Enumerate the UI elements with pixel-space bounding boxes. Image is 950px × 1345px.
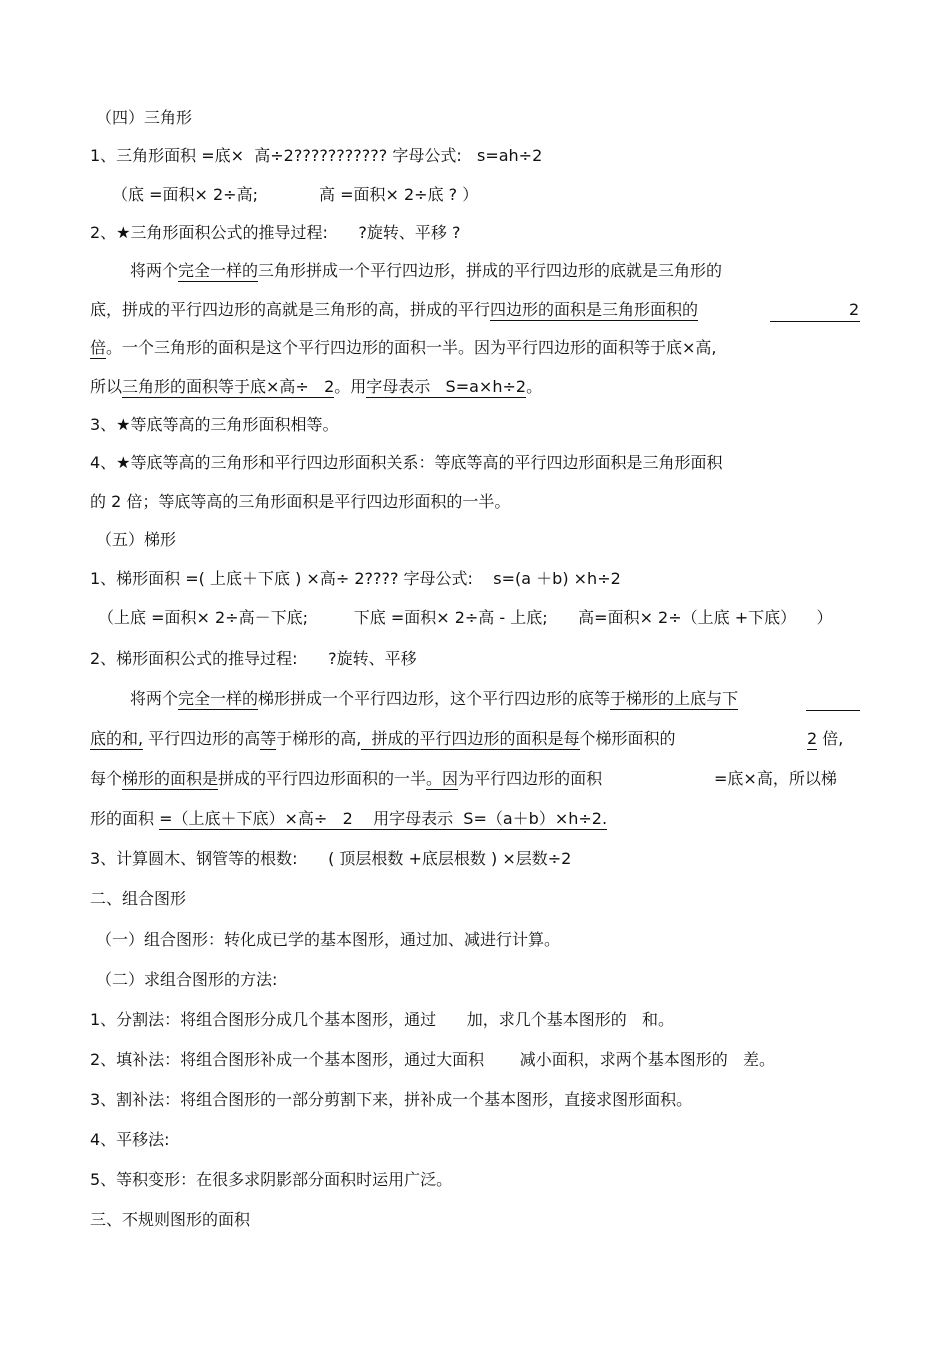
combined-subsection-1: （一）组合图形：转化成已学的基本图形，通过加、减进行计算。 bbox=[96, 930, 561, 949]
trapezoid-derivation-line-1: 将两个完全一样的梯形拼成一个平行四边形，这个平行四边形的底等于梯形的上底与下 bbox=[130, 689, 739, 708]
combined-subsection-2: （二）求组合图形的方法: bbox=[96, 970, 278, 989]
trapezoid-derivation-line-4: 形的面积 =（上底＋下底）×高÷ 2 用字母表示 S=（a＋b）×h÷2. bbox=[90, 809, 608, 828]
triangle-item-4-line-2: 的 2 倍；等底等高的三角形面积是平行四边形面积的一半。 bbox=[90, 492, 511, 511]
underlined-text: 用字母表示 bbox=[373, 809, 464, 828]
underlined-text: 梯形的面积是 bbox=[122, 769, 219, 788]
underline-blank bbox=[806, 710, 860, 711]
trapezoid-item-1: 1、梯形面积 =( 上底＋下底 ) ×高÷ 2???? 字母公式: s=(a ＋b) ×h÷2 bbox=[90, 569, 621, 588]
underline-blank bbox=[770, 321, 860, 322]
triangle-item-1-note: （底 =面积× 2÷高; 高 =面积× 2÷底 ? ） bbox=[112, 185, 479, 204]
trapezoid-fill-value: 2 倍, bbox=[807, 729, 844, 748]
section-heading-combined: 二、组合图形 bbox=[90, 889, 187, 908]
trapezoid-item-3: 3、计算圆木、钢管等的根数: ( 顶层根数 +底层根数 ) ×层数÷2 bbox=[90, 849, 572, 868]
underlined-text: S=（a＋b）×h÷2. bbox=[463, 809, 608, 828]
section-heading-triangle: （四）三角形 bbox=[96, 108, 193, 127]
section-heading-irregular: 三、不规则图形的面积 bbox=[90, 1210, 251, 1229]
triangle-derivation-line-4: 所以三角形的面积等于底×高÷ 2。用字母表示 S=a×h÷2。 bbox=[90, 377, 543, 396]
trapezoid-derivation-line-3-end: =底×高，所以梯 bbox=[714, 769, 837, 788]
trapezoid-derivation-line-3: 每个梯形的面积是拼成的平行四边形面积的一半。因为平行四边形的面积 bbox=[90, 769, 603, 788]
underlined-text: 字母表示 S=a×h÷2 bbox=[366, 377, 527, 396]
combined-method-3: 3、割补法：将组合图形的一部分剪割下来，拼补成一个基本图形，直接求图形面积。 bbox=[90, 1090, 693, 1109]
underlined-text: 上底与下 bbox=[674, 689, 739, 708]
combined-method-2: 2、填补法：将组合图形补成一个基本图形，通过大面积 减小面积，求两个基本图形的 差。 bbox=[90, 1050, 776, 1069]
underlined-text: 倍 bbox=[90, 338, 107, 357]
trapezoid-derivation-line-2: 底的和, 平行四边形的高等于梯形的高, 拼成的平行四边形的面积是每个梯形面积的 bbox=[90, 729, 676, 748]
underlined-text: 等 bbox=[260, 729, 277, 748]
underlined-text: 。因 bbox=[426, 769, 459, 788]
underlined-text: =（上底＋下底）×高÷ 2 bbox=[159, 809, 374, 828]
section-heading-trapezoid: （五）梯形 bbox=[96, 530, 177, 549]
underlined-text: 三角形的面积等于底×高÷ 2 bbox=[122, 377, 335, 396]
underlined-text: 拼成的平行 bbox=[361, 729, 452, 748]
trapezoid-item-1-note: （上底 =面积× 2÷高－下底; 下底 =面积× 2÷高 - 上底; 高=面积× 2÷（上底 +下底） ） bbox=[98, 608, 833, 627]
trapezoid-item-2: 2、梯形面积公式的推导过程: ?旋转、平移 bbox=[90, 649, 417, 668]
underlined-text: 是每 bbox=[547, 729, 580, 748]
underlined-text: 四边形的面积是三角形面积的 bbox=[490, 300, 699, 319]
underlined-text: 于梯形的 bbox=[610, 689, 675, 708]
combined-method-1: 1、分割法：将组合图形分成几个基本图形，通过 加，求几个基本图形的 和。 bbox=[90, 1010, 674, 1029]
underlined-text: 底的和, bbox=[90, 729, 144, 748]
triangle-item-2: 2、★三角形面积公式的推导过程: ?旋转、平移 ? bbox=[90, 223, 461, 242]
triangle-item-3: 3、★等底等高的三角形面积相等。 bbox=[90, 415, 339, 434]
triangle-item-4-line-1: 4、★等底等高的三角形和平行四边形面积关系：等底等高的平行四边形面积是三角形面积 bbox=[90, 453, 723, 472]
triangle-derivation-line-1: 将两个完全一样的三角形拼成一个平行四边形，拼成的平行四边形的底就是三角形的 bbox=[130, 261, 723, 280]
combined-method-4: 4、平移法: bbox=[90, 1130, 170, 1149]
underlined-text: 完全一样的 bbox=[178, 261, 259, 280]
triangle-item-1: 1、三角形面积 =底× 高÷2??????????? 字母公式: s=ah÷2 bbox=[90, 146, 543, 165]
underlined-text: 完全一样的 bbox=[178, 689, 259, 708]
triangle-fill-value: 2 bbox=[849, 300, 860, 319]
triangle-derivation-line-2: 底，拼成的平行四边形的高就是三角形的高，拼成的平行四边形的面积是三角形面积的 bbox=[90, 300, 699, 319]
triangle-derivation-line-3: 倍。一个三角形的面积是这个平行四边形的面积一半。因为平行四边形的面积等于底×高, bbox=[90, 338, 717, 357]
combined-method-5: 5、等积变形：在很多求阴影部分面积时运用广泛。 bbox=[90, 1170, 453, 1189]
underlined-text: 四边形的面积 bbox=[451, 729, 548, 748]
